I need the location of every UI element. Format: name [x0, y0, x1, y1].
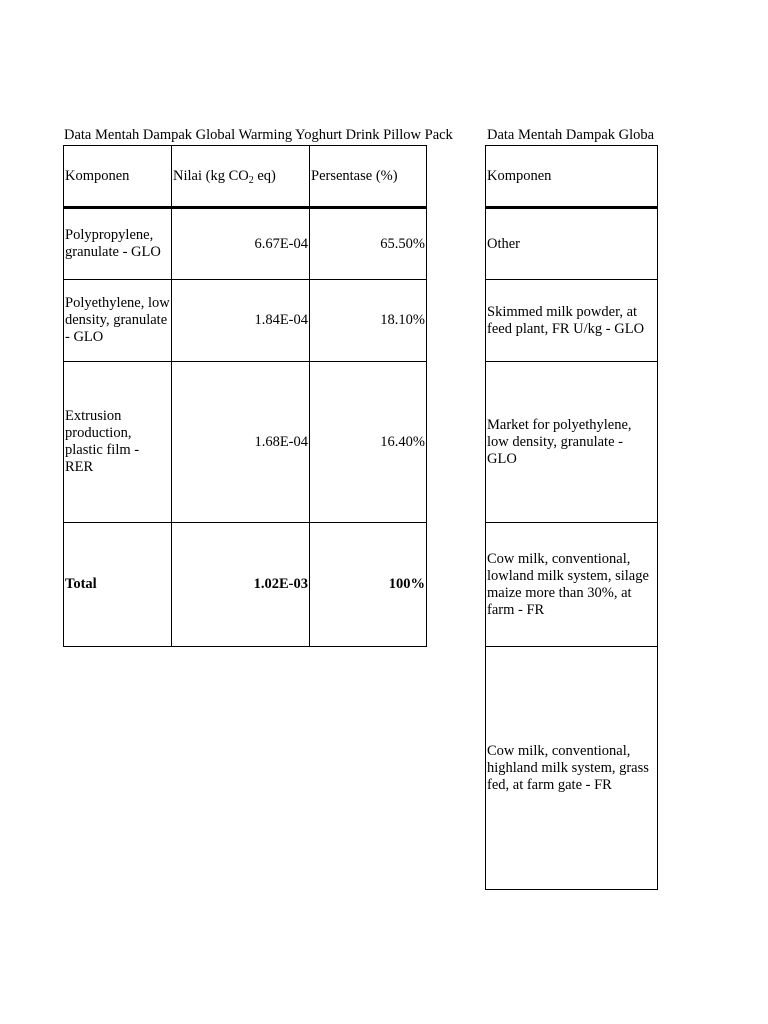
row-persentase: 16.40% — [310, 362, 427, 523]
header-komponen: Komponen — [486, 146, 658, 208]
table-header-row — [64, 146, 427, 208]
row-komponen: Polyethylene, low density, granulate - GLO — [64, 280, 172, 362]
total-label: Total — [64, 523, 172, 647]
row-nilai: 1.68E-04 — [172, 362, 310, 523]
header-nilai: Nilai (kg $CO_2$ eq) — [172, 146, 310, 208]
row-nilai: 6.67E-04 — [172, 208, 310, 280]
header-komponen: Komponen — [64, 146, 172, 208]
row-komponen: Market for polyethylene, low density, granulate - GLO — [486, 362, 658, 523]
row-komponen: Extrusion production, plastic film - RER — [64, 362, 172, 523]
table-header-row — [486, 146, 658, 208]
row-persentase: 65.50% — [310, 208, 427, 280]
table-row — [64, 280, 427, 362]
table-row — [486, 523, 658, 647]
table-row — [486, 208, 658, 280]
table-row — [64, 208, 427, 280]
right-table-title: Data Mentah Dampak Globa — [487, 127, 655, 143]
left-table-title: Data Mentah Dampak Global Warming Yoghurt Drink Pillow Pack — [64, 127, 453, 143]
row-komponen: Skimmed milk powder, at feed plant, FR U/kg - GLO — [486, 280, 658, 362]
table-row — [64, 362, 427, 523]
total-nilai: 1.02E-03 — [172, 523, 310, 647]
header-persentase: Persentase (%) — [310, 146, 427, 208]
right-data-table — [485, 145, 658, 890]
row-komponen: Cow milk, conventional, lowland milk system, silage maize more than 30%, at farm - FR — [486, 523, 658, 647]
table-row — [486, 647, 658, 890]
row-persentase: 18.10% — [310, 280, 427, 362]
table-row — [486, 280, 658, 362]
table-row — [486, 362, 658, 523]
row-komponen: Polypropylene, granulate - GLO — [64, 208, 172, 280]
total-persentase: 100% — [310, 523, 427, 647]
row-komponen: Other — [486, 208, 658, 280]
total-row — [64, 523, 427, 647]
left-data-table — [63, 145, 427, 647]
row-nilai: 1.84E-04 — [172, 280, 310, 362]
row-komponen: Cow milk, conventional, highland milk system, grass fed, at farm gate - FR — [486, 647, 658, 890]
